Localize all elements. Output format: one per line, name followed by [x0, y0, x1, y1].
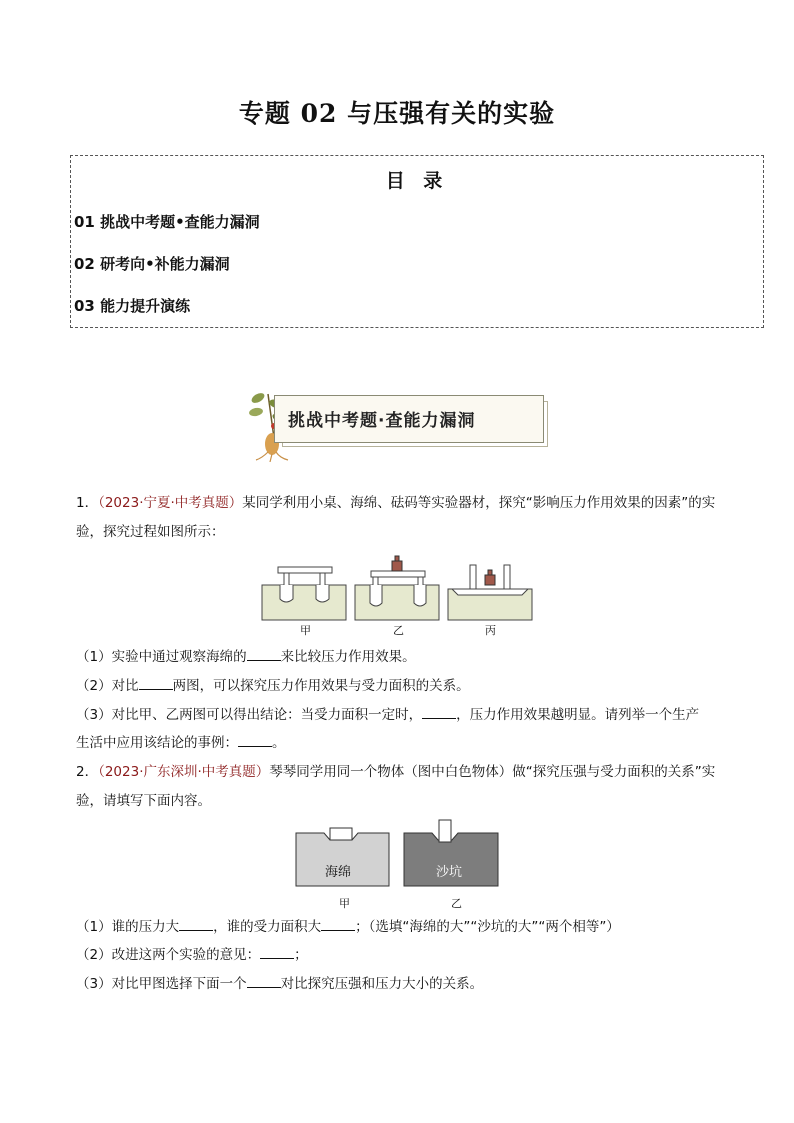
- q2-sub2-blank[interactable]: [260, 946, 294, 959]
- q2-sub3-blank[interactable]: [247, 975, 281, 988]
- q1-sub1-text: （1）实验中通过观察海绵的: [76, 649, 247, 665]
- q2-sub1-text-b: ，谁的受力面积大: [213, 919, 322, 935]
- figure-jia-table-inverted: [262, 567, 346, 620]
- q1-sub3-line2: [76, 733, 726, 753]
- banner-label: 挑战中考题·查能力漏洞: [288, 411, 476, 431]
- q2-source: （2023·广东深圳·中考真题）: [98, 764, 270, 780]
- q2-fig-label-yi: 乙: [451, 897, 462, 910]
- q2-stem: [76, 762, 726, 782]
- q1-stem: [76, 493, 726, 513]
- q1-source: （2023·宁夏·中考真题）: [98, 495, 243, 511]
- q1-figure: [260, 555, 535, 625]
- q2-sub1-blank-a[interactable]: [179, 918, 213, 931]
- q1-sub1-blank[interactable]: [247, 648, 281, 661]
- q2-sub2: [76, 945, 726, 965]
- q1-sub2-text-b: 两图，可以探究压力作用效果与受力面积的关系。: [172, 678, 470, 694]
- toc-heading: 目 录: [385, 170, 449, 192]
- q1-sub3-text: （3）对比甲、乙两图可以得出结论：当受力面积一定时，: [76, 707, 423, 723]
- q1-fig-label-yi: 乙: [393, 624, 404, 637]
- q1-sub3-blank[interactable]: [422, 706, 456, 719]
- q2-sub3-text-b: 对比探究压强和压力大小的关系。: [280, 976, 484, 992]
- q2-sub1-text-c: ；（选填“海绵的大”“沙坑的大”“两个相等”）: [355, 919, 620, 935]
- q1-stem-b: 验，探究过程如图所示：: [76, 524, 225, 540]
- figure-yi-table-with-weight: [355, 556, 439, 620]
- q2-sandpit-label: 沙坑: [436, 865, 463, 880]
- q2-sub2-text-b: ；: [294, 947, 308, 963]
- q1-sub2-blank[interactable]: [139, 677, 173, 690]
- q1-number: 1．: [76, 495, 99, 511]
- toc-item-01[interactable]: 01 挑战中考题•查能力漏洞: [74, 213, 260, 231]
- q1-sub3b-text-b: 。: [272, 735, 286, 751]
- q1-sub3: [76, 705, 726, 725]
- q1-fig-label-bing: 丙: [485, 624, 496, 637]
- section-banner: [244, 388, 544, 462]
- table-of-contents: [70, 155, 764, 328]
- q1-sub3b-text: 生活中应用该结论的事例：: [76, 735, 238, 751]
- q2-sponge-label: 海绵: [325, 865, 352, 880]
- toc-item-03[interactable]: 03 能力提升演练: [74, 297, 191, 315]
- q2-sub3: [76, 974, 726, 994]
- toc-item-02[interactable]: 02 研考向•补能力漏洞: [74, 255, 230, 273]
- q2-sub1: [76, 917, 726, 937]
- q2-sub2-text: （2）改进这两个实验的意见：: [76, 947, 261, 963]
- q2-sub3-text: （3）对比甲图选择下面一个: [76, 976, 247, 992]
- q1-sub1: [76, 647, 726, 667]
- q1-stem-a: 某同学利用小桌、海绵、砝码等实验器材，探究“影响压力作用效果的因素”的实: [242, 495, 716, 511]
- q1-fig-label-jia: 甲: [300, 624, 311, 637]
- q2-sub1-text-a: （1）谁的压力大: [76, 919, 180, 935]
- figure-bing-table-upside-down: [448, 565, 532, 620]
- page-title: 专题 02 与压强有关的实验: [238, 99, 556, 128]
- q1-sub2-text: （2）对比: [76, 678, 139, 694]
- q1-sub1-text-b: 来比较压力作用效果。: [280, 649, 416, 665]
- q1-sub2: [76, 676, 726, 696]
- q1-sub3-text-b: ，压力作用效果越明显。请列举一个生产: [456, 707, 700, 723]
- q2-number: 2．: [76, 764, 99, 780]
- q2-stem-a: 琴琴同学用同一个物体（图中白色物体）做“探究压强与受力面积的关系”实: [269, 764, 716, 780]
- q1-sub3b-blank[interactable]: [238, 734, 272, 747]
- q2-sub1-blank-b[interactable]: [321, 918, 355, 931]
- q2-stem-b: 验，请填写下面内容。: [76, 793, 211, 809]
- q2-fig-label-jia: 甲: [339, 897, 350, 910]
